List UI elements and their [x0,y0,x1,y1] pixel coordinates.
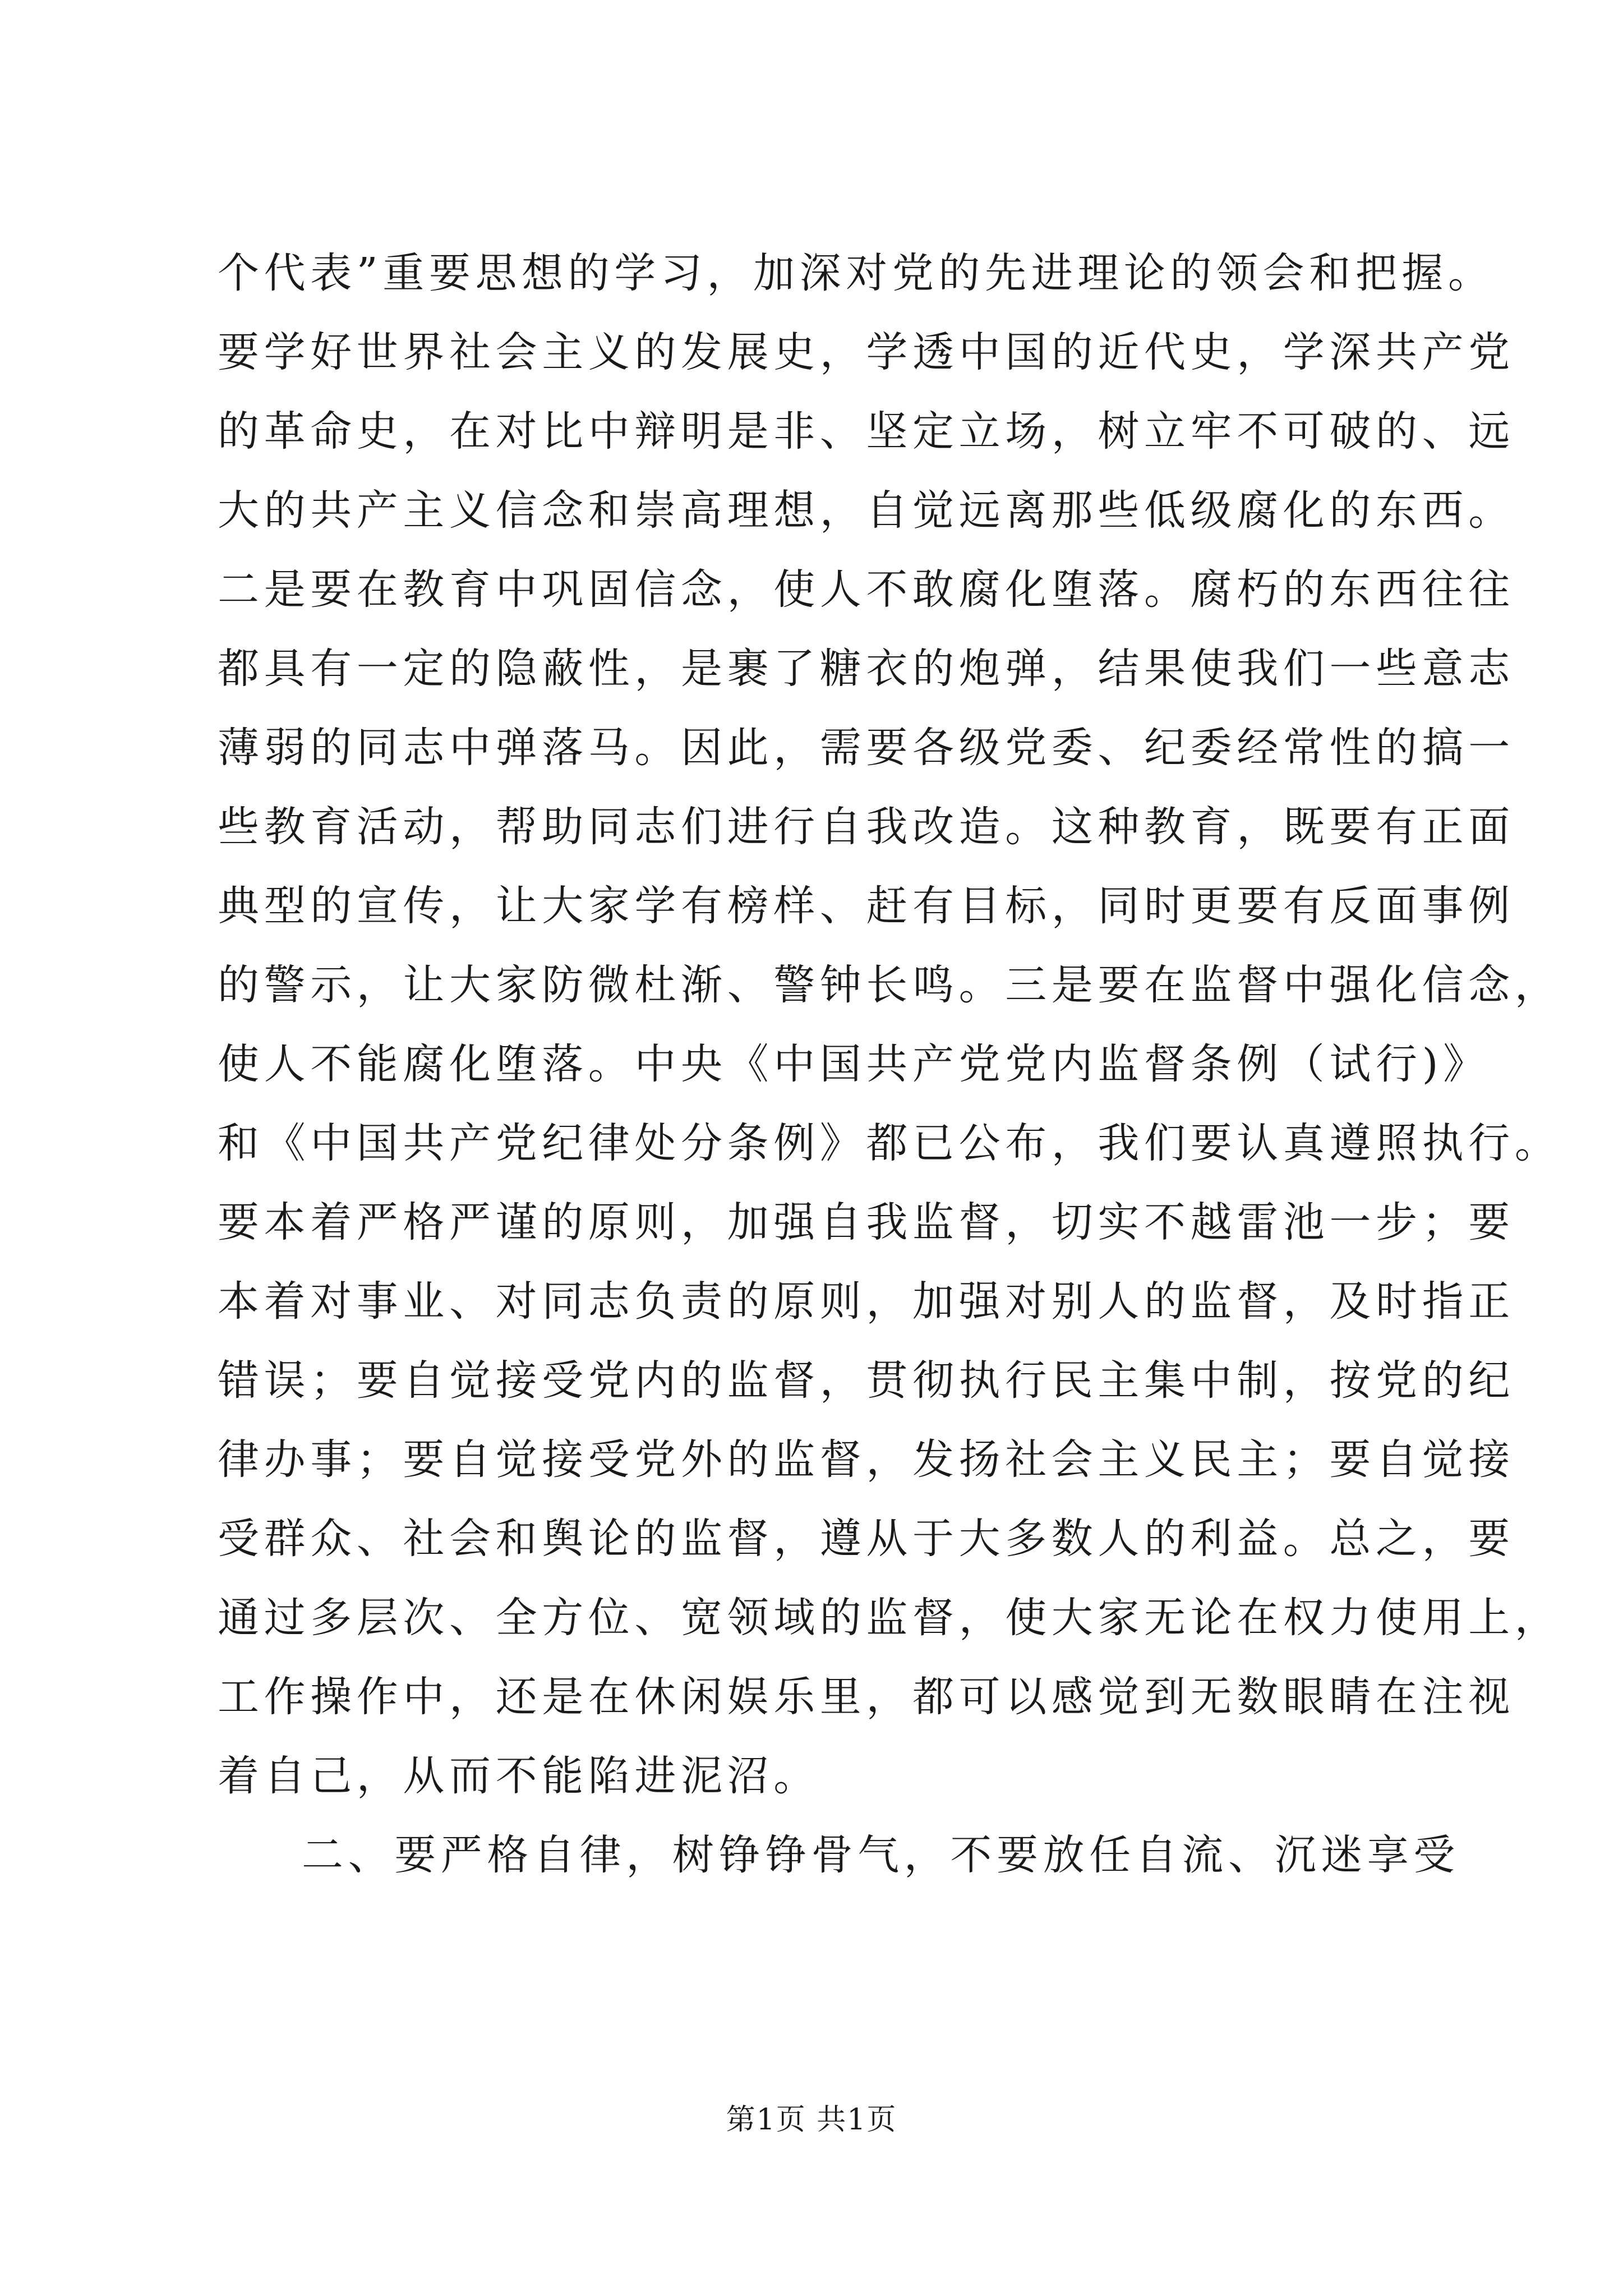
body-line: 要学好世界社会主义的发展史，学透中国的近代史，学深共产党 [218,328,1515,376]
body-line: 本着对事业、对同志负责的原则，加强对别人的监督，及时指正 [218,1277,1515,1326]
body-line: 大的共产主义信念和崇高理想，自觉远离那些低级腐化的东西。 [218,486,1515,535]
body-line: 些教育活动，帮助同志们进行自我改造。这种教育，既要有正面 [218,803,1515,851]
body-line: 工作操作中，还是在休闲娱乐里，都可以感觉到无数眼睛在注视 [218,1673,1515,1721]
body-line: 薄弱的同志中弹落马。因此，需要各级党委、纪委经常性的搞一 [218,724,1515,772]
body-line: 使人不能腐化堕落。中央《中国共产党党内监督条例（试行)》 [218,1040,1490,1088]
body-line: 着自己，从而不能陷进泥沼。 [218,1752,820,1800]
section-heading: 二、要严格自律，树铮铮骨气，不要放任自流、沉迷享受 [302,1831,1460,1879]
body-line: 要本着严格严谨的原则，加强自我监督，切实不越雷池一步；要 [218,1198,1515,1246]
body-line: 个代表”重要思想的学习，加深对党的先进理论的领会和把握。 [218,249,1495,297]
body-line: 通过多层次、全方位、宽领域的监督，使大家无论在权力使用上， [218,1594,1561,1642]
body-line: 受群众、社会和舆论的监督，遵从于大多数人的利益。总之，要 [218,1515,1515,1563]
body-line: 错误；要自觉接受党内的监督，贯彻执行民主集中制，按党的纪 [218,1356,1515,1405]
body-line: 的警示，让大家防微杜渐、警钟长鸣。三是要在监督中强化信念， [218,961,1561,1009]
body-line: 典型的宣传，让大家学有榜样、赶有目标，同时更要有反面事例 [218,882,1515,930]
page-footer: 第1页 共1页 [726,2103,897,2137]
body-line: 都具有一定的隐蔽性，是裹了糖衣的炮弹，结果使我们一些意志 [218,645,1515,693]
body-line: 和《中国共产党纪律处分条例》都已公布，我们要认真遵照执行。 [218,1119,1561,1167]
body-line: 二是要在教育中巩固信念，使人不敢腐化堕落。腐朽的东西往往 [218,565,1515,614]
body-line: 律办事；要自觉接受党外的监督，发扬社会主义民主；要自觉接 [218,1435,1515,1484]
body-line: 的革命史，在对比中辩明是非、坚定立场，树立牢不可破的、远 [218,407,1515,455]
